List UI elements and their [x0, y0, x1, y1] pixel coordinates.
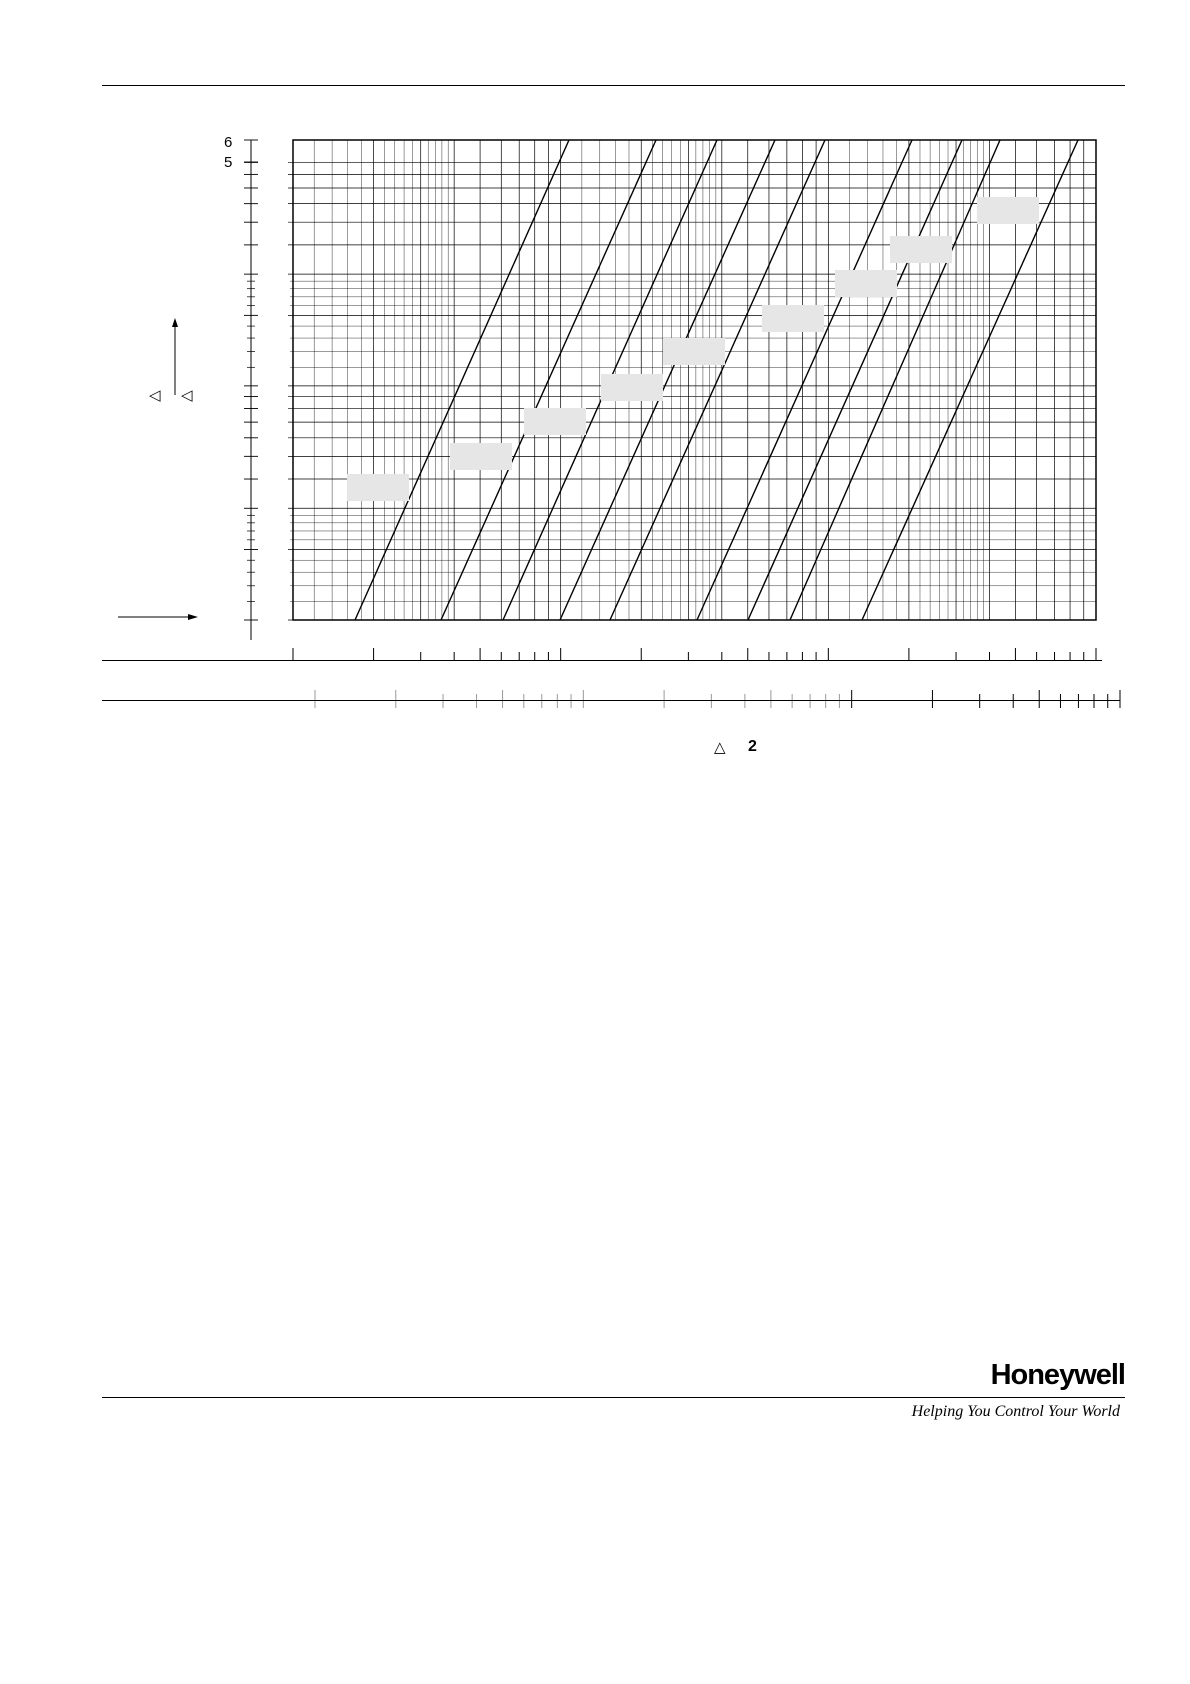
chart-label-box: [601, 374, 663, 401]
chart-horizontal-gridlines: [288, 162, 1096, 620]
delta-x-symbol-icon: △: [714, 739, 726, 756]
x-direction-arrow: [118, 614, 198, 620]
chart-label-box: [762, 305, 824, 332]
y-direction-arrow: [172, 318, 178, 395]
chart-characteristic-line: [355, 140, 569, 620]
x-scale-rule-secondary: [102, 700, 1120, 701]
footer-rule: [102, 1397, 1125, 1398]
y-tick-label-6: 6: [224, 134, 233, 151]
chart-y-axis: [244, 140, 258, 640]
pressure-flow-chart: [0, 0, 1190, 760]
footer-tagline: Helping You Control Your World: [911, 1403, 1120, 1420]
chart-label-box: [347, 474, 409, 501]
chart-label-box: [450, 443, 512, 470]
chart-frame: [293, 140, 1096, 620]
chart-x-scale-primary: [293, 648, 1096, 660]
x-axis-label-number: 2: [748, 738, 757, 755]
honeywell-logo: Honeywell: [990, 1359, 1125, 1391]
chart-label-box: [890, 236, 952, 263]
chart-label-box: [663, 338, 725, 365]
x-scale-rule-primary: [102, 660, 1102, 661]
chart-label-box: [977, 197, 1039, 224]
delta-symbol-icon: ◁: [181, 387, 193, 404]
chart-characteristic-line: [748, 140, 962, 620]
chart-label-boxes: [347, 197, 1039, 501]
delta-symbol-icon: ◁: [149, 387, 161, 404]
chart-characteristic-line: [697, 140, 912, 620]
chart-label-box: [524, 408, 586, 435]
chart-x-scale-secondary: [315, 690, 1120, 708]
chart-characteristic-line: [560, 140, 775, 620]
chart-characteristic-lines: [355, 140, 1078, 620]
y-tick-label-5: 5: [224, 154, 233, 171]
chart-vertical-gridlines: [293, 140, 1084, 620]
chart-label-box: [835, 270, 897, 297]
